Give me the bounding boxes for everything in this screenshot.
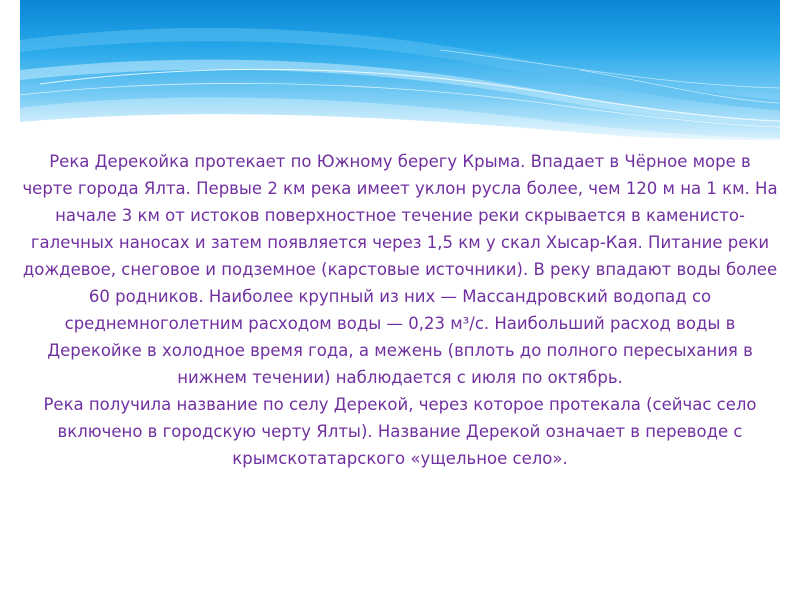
paragraph-river-description: Река Дерекойка протекает по Южному берегу Крыма. Впадает в Чёрное море в черте города Ялта. Первые 2 км река имеет уклон русла более, чем 120 м на 1 км. На начале 3 км от истоков поверхностное течение реки скрывается в каменисто-галечных наносах и затем появляется через 1,5 км у скал Хысар-Кая. Питание реки дождевое, снеговое и подземное (карстовые источники). В реку впадают воды более 60 родников. Наиболее крупный из них — Массандровский водопад со среднемноголетним расходом воды — 0,23 м³/с. Наибольший расход воды в Дерекойке в холодное время года, а межень (вплоть до полного пересыхания в нижнем течении) наблюдается с июля по октябрь.	[22, 152, 778, 387]
body-text	[22, 148, 778, 472]
header-wave-banner	[20, 0, 780, 140]
wave-decoration	[20, 0, 780, 140]
paragraph-river-name: Река получила название по селу Дерекой, через которое протекала (сейчас село включено в городскую черту Ялты). Название Дерекой означает в переводе с крымскотатарского «ущельное село».	[43, 395, 757, 468]
